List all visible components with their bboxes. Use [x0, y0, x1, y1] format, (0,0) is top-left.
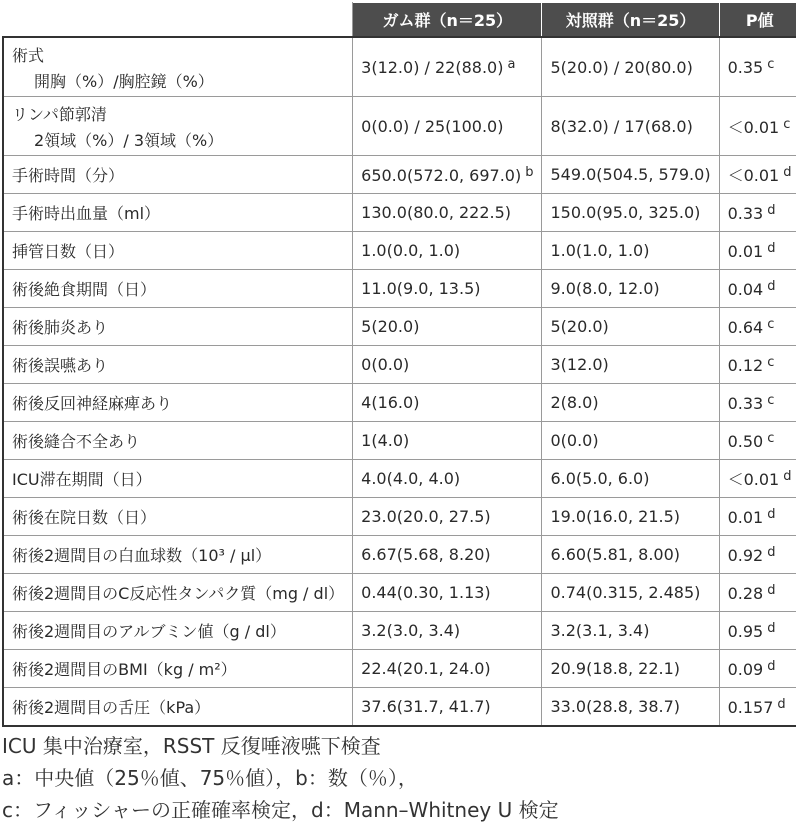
- gum-value-cell: [353, 422, 542, 460]
- gum-value-cell: [353, 156, 542, 194]
- header-row: [3, 3, 796, 38]
- p-footnote-mark: d: [767, 620, 776, 636]
- control-value: 5(20.0): [550, 317, 609, 336]
- gum-value-cell: [353, 498, 542, 536]
- p-value-cell: [719, 37, 796, 97]
- p-value-cell: [719, 612, 796, 650]
- p-value-cell: [719, 688, 796, 727]
- control-value-cell: [542, 536, 719, 574]
- p-value-cell: [719, 97, 796, 156]
- gum-value: 650.0(572.0, 697.0): [361, 165, 522, 185]
- gum-value: 37.6(31.7, 41.7): [361, 697, 491, 716]
- header-control-group: 対照群（n＝25）: [542, 3, 719, 38]
- row-label-text: 術後絶食期間（日）: [12, 280, 157, 299]
- p-footnote-mark: d: [783, 165, 792, 180]
- gum-value: 130.0(80.0, 222.5): [361, 203, 512, 222]
- gum-value-cell: [353, 194, 542, 232]
- gum-value-cell: [353, 232, 542, 270]
- control-value: 19.0(16.0, 21.5): [550, 507, 681, 526]
- row-label: [3, 612, 353, 650]
- table-row: [3, 97, 796, 156]
- gum-value: 22.4(20.1, 24.0): [361, 659, 491, 678]
- table-row: [3, 612, 796, 650]
- control-value: 1.0(1.0, 1.0): [550, 241, 650, 260]
- row-sublabel: 開胸（%）/胸腔鏡（%）: [34, 71, 214, 91]
- p-value: ＜0.01: [727, 166, 780, 185]
- row-label: [3, 650, 353, 688]
- row-label: [3, 37, 353, 97]
- table-row: [3, 536, 796, 574]
- control-value: 8(32.0) / 17(68.0): [550, 116, 693, 136]
- p-value: 0.12: [727, 355, 764, 375]
- gum-value: 0(0.0): [361, 355, 410, 374]
- row-label: [3, 498, 353, 536]
- p-value: 0.01: [727, 507, 764, 527]
- p-footnote-mark: d: [767, 240, 776, 256]
- gum-value-cell: [353, 308, 542, 346]
- gum-value-cell: [353, 37, 542, 97]
- p-value-cell: [719, 650, 796, 688]
- p-value: 0.95: [727, 621, 764, 641]
- row-label: [3, 308, 353, 346]
- p-value: ＜0.01: [727, 117, 780, 137]
- row-label-text: 手術時間（分）: [12, 166, 125, 185]
- p-footnote-mark: d: [777, 696, 786, 712]
- table-row: [3, 308, 796, 346]
- row-label-text: 術後2週間目の舌圧（kPa）: [12, 698, 211, 717]
- p-footnote-mark: c: [767, 392, 775, 408]
- p-value: 0.35: [727, 58, 764, 77]
- p-footnote-mark: d: [767, 658, 776, 674]
- control-value: 3.2(3.1, 3.4): [550, 621, 650, 640]
- gum-value: 0(0.0) / 25(100.0): [361, 116, 504, 136]
- gum-value: 1.0(0.0, 1.0): [361, 241, 461, 260]
- gum-value-cell: [353, 460, 542, 498]
- row-label: [3, 536, 353, 574]
- row-label: [3, 460, 353, 498]
- p-value-cell: [719, 232, 796, 270]
- control-value-cell: [542, 612, 719, 650]
- row-label: [3, 194, 353, 232]
- gum-value: 11.0(9.0, 13.5): [361, 279, 481, 298]
- gum-value-cell: [353, 612, 542, 650]
- table-body: [3, 37, 796, 726]
- p-footnote-mark: d: [767, 506, 776, 522]
- p-value: 0.04: [727, 279, 764, 299]
- p-footnote-mark: c: [767, 316, 775, 332]
- results-table: [2, 2, 796, 727]
- table-row: [3, 156, 796, 194]
- control-value-cell: [542, 97, 719, 156]
- p-value-cell: [719, 422, 796, 460]
- gum-value-cell: [353, 97, 542, 156]
- control-value-cell: [542, 498, 719, 536]
- row-label-text: 手術時出血量（ml）: [12, 204, 161, 223]
- gum-value-cell: [353, 574, 542, 612]
- p-footnote-mark: c: [767, 354, 775, 370]
- table-row: [3, 232, 796, 270]
- p-value: 0.33: [727, 393, 764, 413]
- p-value-cell: [719, 536, 796, 574]
- control-value: 549.0(504.5, 579.0): [550, 165, 711, 184]
- p-value: ＜0.01: [727, 470, 780, 489]
- gum-value: 3(12.0) / 22(88.0): [361, 58, 504, 77]
- control-value-cell: [542, 422, 719, 460]
- control-value: 0(0.0): [550, 431, 599, 450]
- p-value: 0.157: [727, 697, 774, 717]
- p-footnote-mark: d: [767, 202, 776, 218]
- gum-value: 1(4.0): [361, 431, 410, 450]
- row-label: [3, 156, 353, 194]
- p-footnote-mark: d: [767, 544, 776, 560]
- table-row: [3, 574, 796, 612]
- control-value-cell: [542, 650, 719, 688]
- row-label: [3, 688, 353, 727]
- p-value-cell: [719, 384, 796, 422]
- footnote-line: c：フィッシャーの正確確率検定，d：Mann–Whitney U 検定: [2, 798, 559, 822]
- p-footnote-mark: d: [767, 278, 776, 294]
- control-value: 3(12.0): [550, 355, 609, 374]
- table-row: [3, 498, 796, 536]
- p-footnote-mark: c: [767, 57, 775, 72]
- p-value-cell: [719, 270, 796, 308]
- control-value-cell: [542, 460, 719, 498]
- row-label-text: 術後肺炎あり: [12, 318, 109, 337]
- table-row: [3, 460, 796, 498]
- p-value: 0.50: [727, 431, 764, 451]
- gum-footnote-mark: b: [525, 164, 534, 180]
- row-label-text: 挿管日数（日）: [12, 242, 125, 261]
- p-footnote-mark: d: [767, 582, 776, 598]
- p-value-cell: [719, 498, 796, 536]
- p-footnote-mark: d: [783, 469, 792, 484]
- table-row: [3, 384, 796, 422]
- gum-footnote-mark: a: [507, 57, 516, 72]
- gum-value: 3.2(3.0, 3.4): [361, 621, 461, 640]
- p-value-cell: [719, 194, 796, 232]
- row-label: [3, 232, 353, 270]
- header-gum-group: ガム群（n＝25）: [353, 3, 542, 38]
- control-value-cell: [542, 194, 719, 232]
- footnotes: [2, 730, 559, 826]
- control-value-cell: [542, 346, 719, 384]
- row-label-text: 術後2週間目のBMI（kg / m²）: [12, 660, 237, 679]
- p-value: 0.28: [727, 583, 764, 603]
- row-label-text: 術後2週間目のC反応性タンパク質（mg / dl）: [12, 584, 345, 603]
- control-value: 9.0(8.0, 12.0): [550, 279, 660, 298]
- gum-value-cell: [353, 270, 542, 308]
- control-value: 6.0(5.0, 6.0): [550, 469, 650, 488]
- footnote-line: ICU 集中治療室，RSST 反復唾液嚥下検査: [2, 734, 381, 758]
- table-row: [3, 346, 796, 384]
- p-value: 0.92: [727, 545, 764, 565]
- gum-value: 4(16.0): [361, 393, 420, 412]
- row-label: [3, 270, 353, 308]
- row-label: [3, 574, 353, 612]
- p-value: 0.01: [727, 241, 764, 261]
- p-value-cell: [719, 574, 796, 612]
- p-value-cell: [719, 308, 796, 346]
- row-sublabel: 2領域（%）/ 3領域（%）: [34, 130, 224, 150]
- row-label-text: ICU滞在期間（日）: [12, 470, 152, 489]
- control-value-cell: [542, 384, 719, 422]
- control-value-cell: [542, 156, 719, 194]
- row-label-text: 術後反回神経麻痺あり: [12, 394, 173, 413]
- row-label-text: 術後2週間目のアルブミン値（g / dl）: [12, 622, 286, 641]
- gum-value: 5(20.0): [361, 317, 420, 336]
- control-value: 0.74(0.315, 2.485): [550, 583, 701, 602]
- control-value: 2(8.0): [550, 393, 599, 412]
- p-value-cell: [719, 346, 796, 384]
- control-value-cell: [542, 688, 719, 727]
- table-row: [3, 650, 796, 688]
- gum-value: 6.67(5.68, 8.20): [361, 545, 491, 564]
- p-value-cell: [719, 460, 796, 498]
- p-value-cell: [719, 156, 796, 194]
- table-row: [3, 270, 796, 308]
- p-value: 0.09: [727, 659, 764, 679]
- table-row: [3, 194, 796, 232]
- table-row: [3, 37, 796, 97]
- control-value: 33.0(28.8, 38.7): [550, 697, 681, 716]
- control-value: 20.9(18.8, 22.1): [550, 659, 681, 678]
- gum-value: 23.0(20.0, 27.5): [361, 507, 491, 526]
- p-footnote-mark: c: [767, 430, 775, 446]
- gum-value-cell: [353, 384, 542, 422]
- gum-value-cell: [353, 536, 542, 574]
- row-label: [3, 346, 353, 384]
- control-value-cell: [542, 232, 719, 270]
- row-label-text: 術後誤嚥あり: [12, 356, 109, 375]
- row-label-text: リンパ節郭清: [12, 104, 107, 124]
- row-label-text: 術後2週間目の白血球数（10³ / μl）: [12, 546, 272, 565]
- control-value-cell: [542, 308, 719, 346]
- row-label: [3, 422, 353, 460]
- gum-value-cell: [353, 688, 542, 727]
- row-label: [3, 384, 353, 422]
- p-value: 0.64: [727, 317, 764, 337]
- control-value-cell: [542, 574, 719, 612]
- control-value: 5(20.0) / 20(80.0): [550, 57, 693, 77]
- control-value: 150.0(95.0, 325.0): [550, 203, 701, 222]
- control-value: 6.60(5.81, 8.00): [550, 545, 681, 564]
- table-row: [3, 422, 796, 460]
- row-label-text: 術後縫合不全あり: [12, 432, 141, 451]
- control-value-cell: [542, 37, 719, 97]
- row-label-text: 術式: [12, 45, 45, 65]
- header-blank: [3, 3, 353, 38]
- gum-value: 0.44(0.30, 1.13): [361, 583, 491, 602]
- control-value-cell: [542, 270, 719, 308]
- row-label: [3, 97, 353, 156]
- header-p-value: P値: [719, 3, 796, 38]
- gum-value-cell: [353, 650, 542, 688]
- row-label-text: 術後在院日数（日）: [12, 508, 157, 527]
- gum-value: 4.0(4.0, 4.0): [361, 469, 461, 488]
- table-row: [3, 688, 796, 727]
- p-value: 0.33: [727, 203, 764, 223]
- p-footnote-mark: c: [783, 116, 791, 132]
- gum-value-cell: [353, 346, 542, 384]
- footnote-line: a：中央値（25％値、75％値），b：数（％），: [2, 766, 418, 790]
